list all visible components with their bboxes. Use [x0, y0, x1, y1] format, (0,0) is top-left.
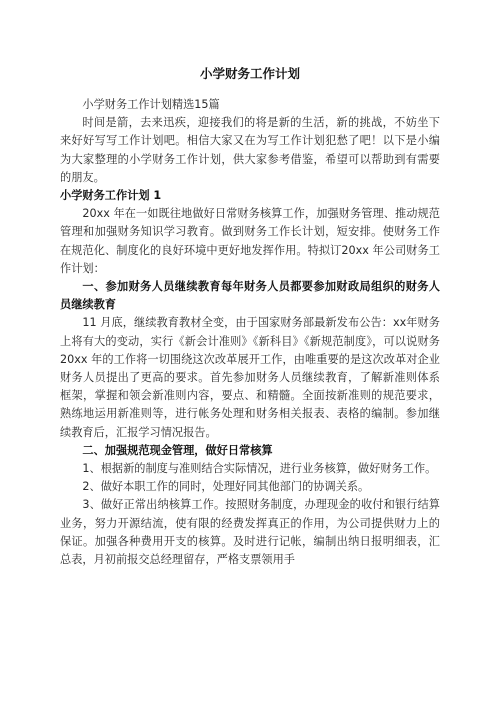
- section-1-paragraph-3: 1、根据新的制度与准则结合实际情况，进行业务核算，做好财务工作。: [82, 462, 437, 476]
- section-1-paragraph-4: 2、做好本职工作的同时，处理好同其他部门的协调关系。: [82, 480, 370, 494]
- intro-paragraph-2: 时间是箭，去来迅疾，迎接我们的将是新的生活，新的挑战，不妨坐下来好好写写工作计划吧。相信大家又在为写工作计划犯愁了吧！以下是小编为大家整理的小学财务工作计划，供大家参考借鉴，希望可以帮助到有需要的朋友。: [60, 116, 440, 184]
- section-1-title: 小学财务工作计划 1: [60, 189, 162, 203]
- section-1-heading-1: 一、参加财务人员继续教育每年财务人员都要参加财政局组织的财务人员继续教育: [60, 280, 440, 312]
- section-1-paragraph-2: 11 月底，继续教育教材全变，由于国家财务部最新发布公告：xx年财务上将有大的变动，实行《新会计准则》《新科目》《新规范制度》，可以说财务 20xx 年的工作将一切围绕这次改革展开工作，由唯重要的是这次改革对企业财务人员提出了更高的要求。首先参加财务人员继续教育，了解新准则体系框架，掌握和领会新准则内容，要点、和精髓。全面按新准则的规范要求，熟练地运用新准则等，进行帐务处理和财务相关报表、表格的编制。参加继续教育后，汇报学习情况报告。: [60, 316, 440, 439]
- section-1-heading-2: 二、加强规范现金管理，做好日常核算: [82, 443, 273, 457]
- section-1-paragraph-5: 3、做好正常出纳核算工作。按照财务制度，办理现金的收付和银行结算业务，努力开源结流，使有限的经费发挥真正的作用，为公司提供财力上的保证。加强各种费用开支的核算。及时进行记帐，编制出纳日报明细表，汇总表，月初前报交总经理留存，严格支票领用手: [60, 498, 440, 567]
- document-title: 小学财务工作计划: [199, 66, 300, 81]
- intro-paragraph-1: 小学财务工作计划精选15篇: [82, 98, 220, 111]
- section-1-paragraph-1: 20xx 年在一如既往地做好日常财务核算工作，加强财务管理、推动规范管理和加强财务知识学习教育。做到财务工作长计划，短安排。使财务工作在规范化、制度化的良好环境中更好地发挥作用。特拟订20xx 年公司财务工作计划：: [60, 207, 440, 275]
